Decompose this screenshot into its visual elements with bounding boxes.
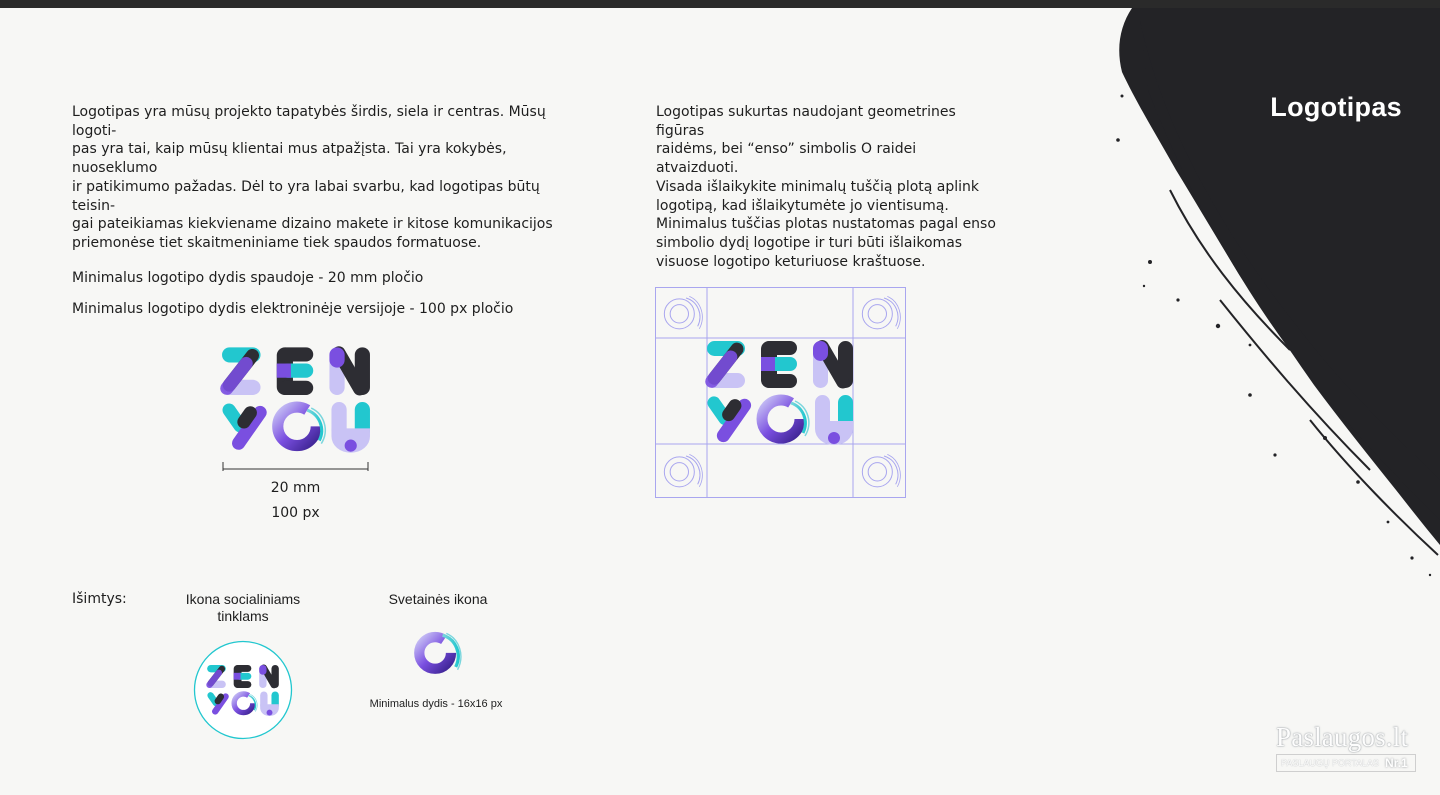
text-line: Logotipas sukurtas naudojant geometrines figūras (656, 104, 956, 139)
exceptions-label: Išimtys: (72, 591, 127, 607)
watermark-subtitle (1276, 754, 1416, 772)
website-icon-min-size: Minimalus dydis - 16x16 px (369, 698, 503, 710)
min-digital-size: Minimalus logotipo dydis elektroninėje versijoje - 100 px pločio (72, 301, 514, 318)
watermark-sub-text: PASLAUGŲ PORTALAS (1281, 758, 1380, 768)
width-measure-line (222, 460, 369, 472)
intro-paragraph (72, 103, 572, 253)
text-line: simbolio dydį logotipe ir turi būti išlaikomas (656, 234, 963, 251)
page-title: Logotipas (1270, 92, 1402, 122)
social-icon-label: Ikona socialiniams tinklams (185, 591, 301, 624)
social-media-icon (193, 640, 293, 740)
zenyou-logo (218, 340, 374, 460)
text-line: visuose logotipo keturiuose kraštuose. (656, 253, 926, 270)
text-line: priemonėse tiet skaitmeniniame tiek spaudos formatuose. (72, 234, 482, 251)
website-icon-label: Svetainės ikona (388, 591, 488, 607)
measure-mm-label: 20 mm (270, 480, 321, 496)
min-print-size: Minimalus logotipo dydis spaudoje - 20 mm pločio (72, 269, 424, 286)
clearspace-grid-logo (655, 287, 907, 499)
watermark-nr: Nr.1 (1385, 756, 1408, 770)
intro-text-block (72, 103, 572, 319)
text-line: gai pateikiamas kiekviename dizaino makete ir kitose komunikacijos (72, 216, 553, 233)
text-line: ir patikimumo pažadas. Dėl to yra labai svarbu, kad logotipas būtų teisin- (72, 178, 540, 214)
clearspace-text-block (656, 103, 996, 271)
text-line: logotipą, kad išlaikytumėte jo vientisumą. (656, 197, 949, 214)
watermark (1276, 722, 1416, 774)
text-line: pas yra tai, kaip mūsų klientai mus atpažįsta. Tai yra kokybės, nuoseklumo (72, 141, 507, 177)
watermark-name: Paslaugos.lt (1276, 722, 1409, 752)
text-line: Minimalus tuščias plotas nustatomas pagal enso (656, 216, 996, 233)
website-favicon (408, 624, 466, 680)
measure-px-label: 100 px (271, 505, 320, 521)
text-line: Visada išlaikykite minimalų tuščią plotą aplink (656, 178, 980, 195)
text-line: Logotipas yra mūsų projekto tapatybės širdis, siela ir centras. Mūsų logoti- (72, 104, 546, 139)
text-line: raidėms, bei “enso” simbolis O raidei atvaizduoti. (656, 141, 917, 177)
brush-stroke-decoration (1100, 0, 1440, 600)
